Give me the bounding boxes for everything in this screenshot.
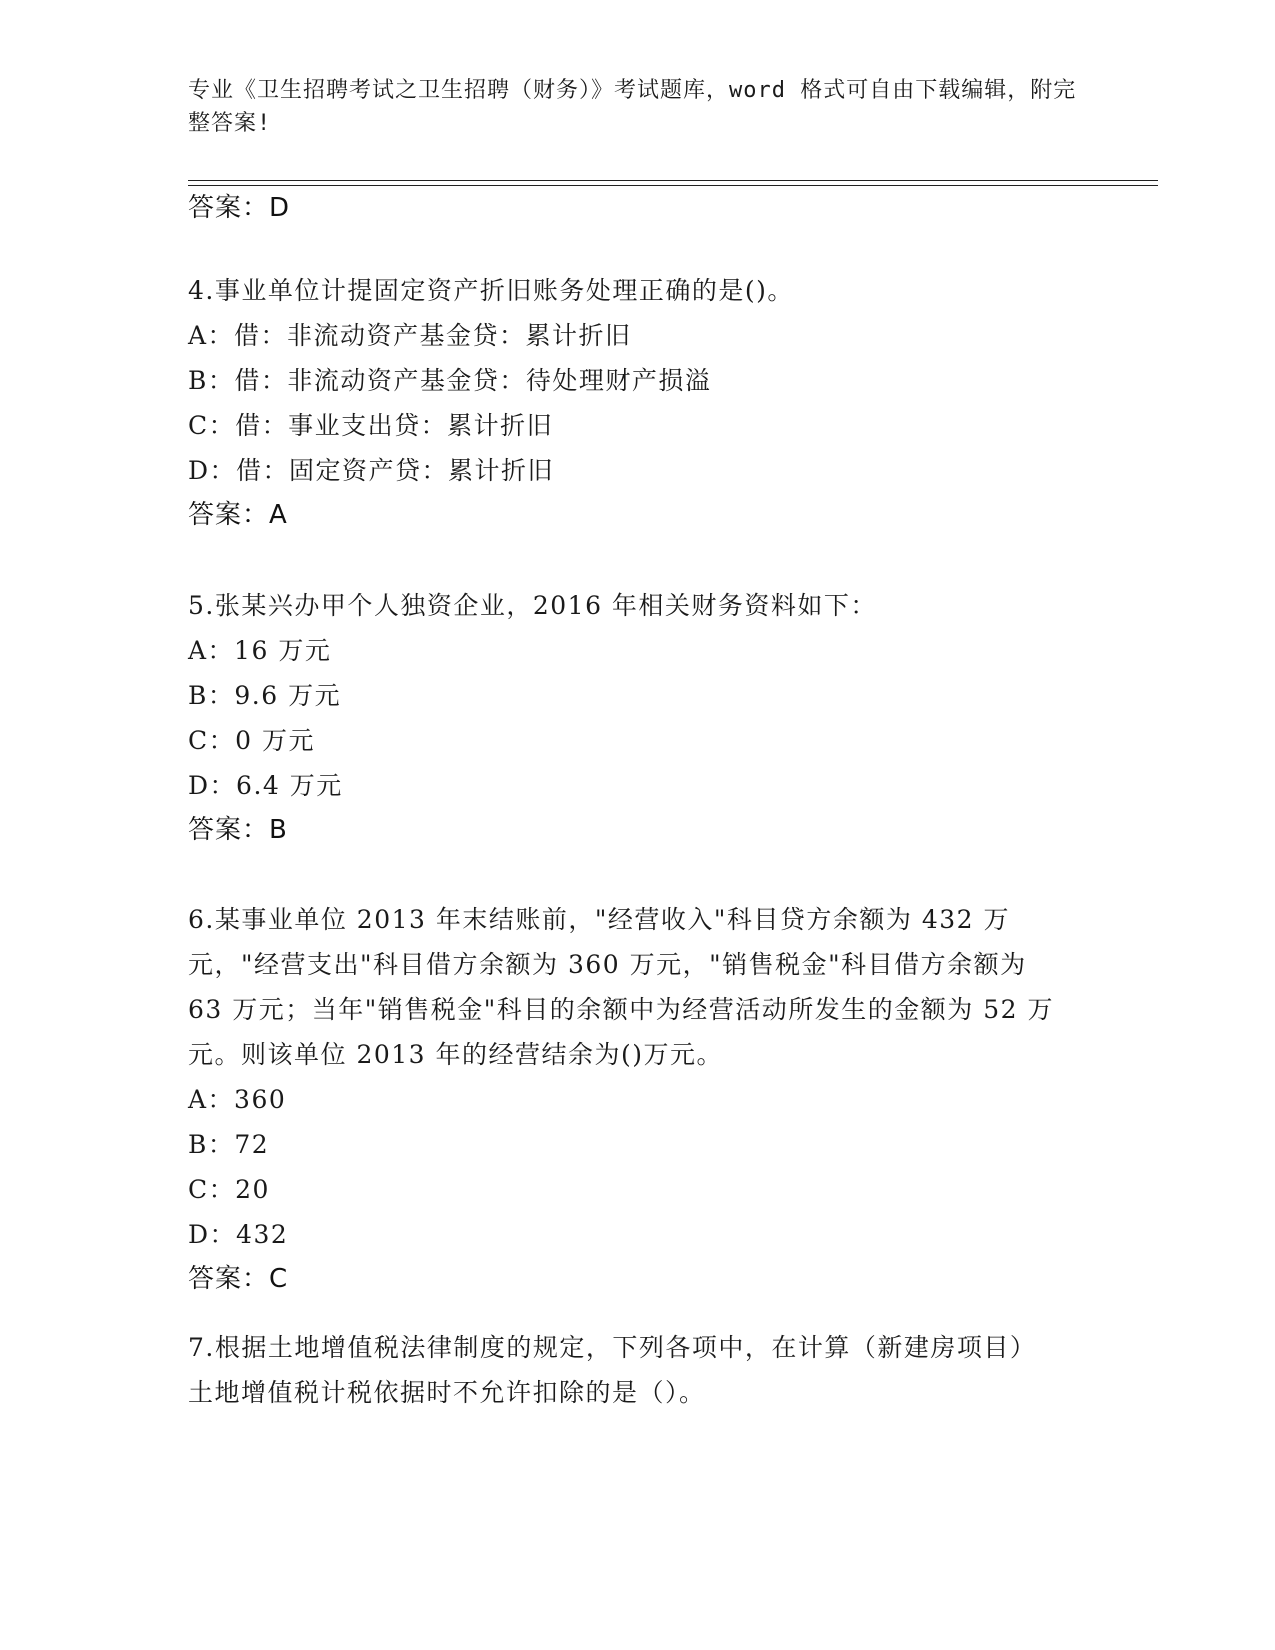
answer-label: 答案：B <box>188 815 288 845</box>
question-5 <box>188 583 1088 853</box>
option-d: D：6.4 万元 <box>188 771 343 800</box>
question-7 <box>188 1325 1048 1415</box>
question-6 <box>188 897 1068 1302</box>
question-4 <box>188 268 1088 538</box>
question-text: 4.事业单位计提固定资产折旧账务处理正确的是()。 <box>188 276 794 305</box>
header-rule-top <box>188 180 1158 181</box>
option-c: C：借：事业支出贷：累计折旧 <box>188 411 554 440</box>
option-b: B：9.6 万元 <box>188 681 342 710</box>
header-note: 专业《卫生招聘考试之卫生招聘（财务）》考试题库，word 格式可自由下载编辑，附完整答案! <box>188 78 1077 136</box>
answer-label: 答案：C <box>188 1264 289 1294</box>
option-a: A：16 万元 <box>188 636 332 665</box>
option-c: C：20 <box>188 1175 270 1204</box>
answer-label: 答案：A <box>188 500 288 530</box>
question-text: 7.根据土地增值税法律制度的规定，下列各项中，在计算（新建房项目）土地增值税计税依据时不允许扣除的是（）。 <box>188 1333 1037 1407</box>
option-d: D：借：固定资产贷：累计折旧 <box>188 456 555 485</box>
option-a: A：360 <box>188 1085 287 1114</box>
option-d: D：432 <box>188 1220 289 1249</box>
option-b: B：72 <box>188 1130 270 1159</box>
question-text: 5.张某兴办甲个人独资企业，2016 年相关财务资料如下： <box>188 591 877 620</box>
answer-top-block <box>188 186 1088 231</box>
option-c: C：0 万元 <box>188 726 315 755</box>
option-a: A：借：非流动资产基金贷：累计折旧 <box>188 321 632 350</box>
answer-label: 答案：D <box>188 193 291 223</box>
question-text: 6.某事业单位 2013 年末结账前，"经营收入"科目贷方余额为 432 万元，"经营支出"科目借方余额为 360 万元，"销售税金"科目借方余额为 63 万元；当年"销售税金"科目的余额中为经营活动所发生的金额为 52 万元。则该单位 2013 年的经营结余为()万元。 <box>188 905 1054 1069</box>
option-b: B：借：非流动资产基金贷：待处理财产损溢 <box>188 366 712 395</box>
